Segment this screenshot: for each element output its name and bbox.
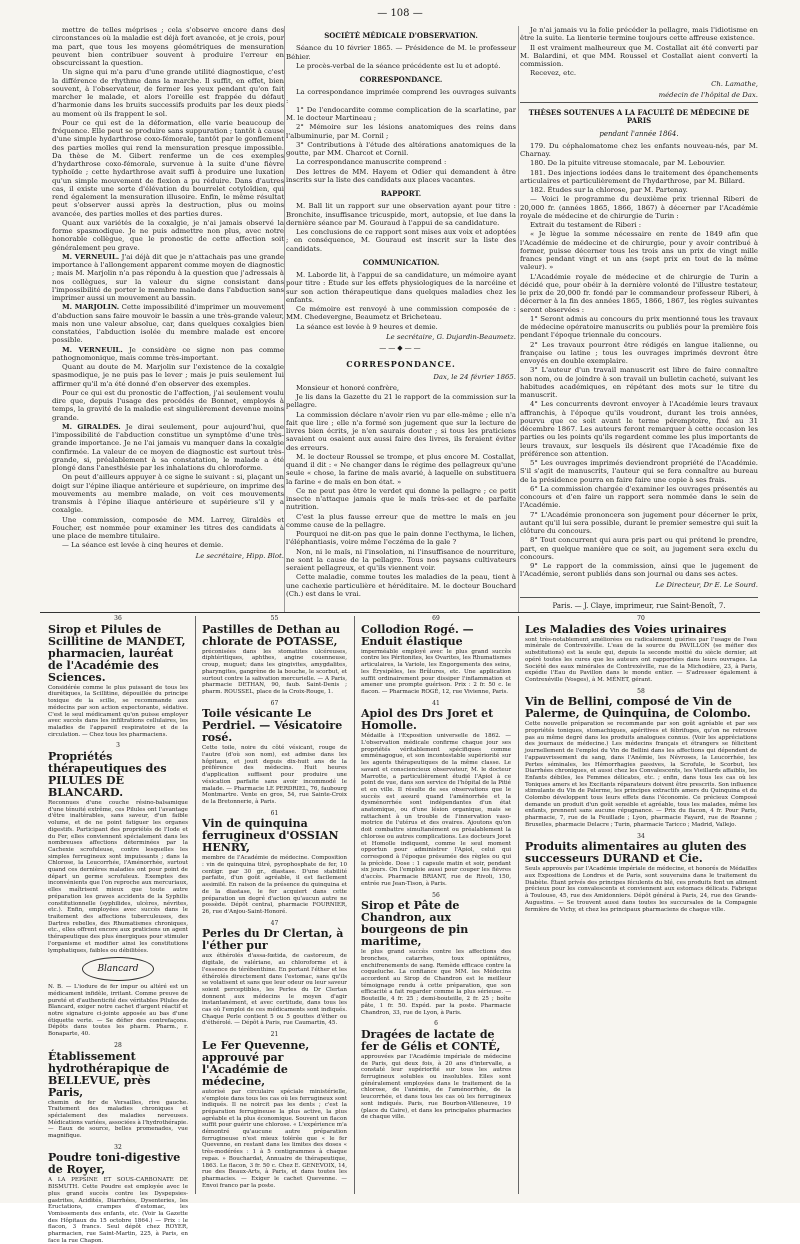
advertisement (361, 616, 511, 696)
paragraph: Quant au doute de M. Marjolin sur l'existence de la coxalgie spasmodique, je ne puis pas le lever ; mais je puis seulement lui affirmer qu'il m'a été donné d'en observer des exemples. (52, 363, 284, 388)
speaker-text: Cette impossibilité d'imprimer un mouvement d'abduction sans faire mouvoir le bassin a une très-grande valeur, mais non une valeur absolue, car, dans quelques coxalgies bien constatées, l'abduction isolée du membre malade est encore possible. (52, 303, 284, 345)
advertisement (525, 834, 757, 914)
ad-title: Pastilles de Dethan au chlorate de POTASSE, (202, 622, 341, 648)
ad-number: 28 (114, 1041, 122, 1049)
thesis-item: 182. Études sur la chlorose, par M. Partenay. (530, 186, 688, 194)
paragraph (52, 253, 284, 303)
column-middle (286, 26, 516, 626)
advertisement (202, 616, 347, 696)
director-signature: Le Directeur, Dr E. Le Sourd. (655, 580, 758, 589)
paragraph: Des lettres de MM. Hayem et Odier qui demandent à être inscrits sur la liste des candidats aux places vacantes. (286, 167, 516, 184)
paragraph: 7° L'Académie prononcera son jugement pour décerner le prix, autant qu'il lui sera possible, durant le premier semestre qui suit la clôture du concours. (520, 510, 758, 535)
page-number: — 108 — (377, 8, 423, 19)
section-heading: THÈSES SOUTENUES A LA FACULTÉ DE MÉDECINE DE PARIS (528, 108, 750, 126)
signature-name: Ch. Lamathe, (711, 79, 758, 88)
advertisement (525, 616, 757, 684)
advertisement (202, 1032, 347, 1189)
paragraph: « Je lègue la somme nécessaire en rente de 1849 afin que l'Académie de médecine et de chirurgie, pour y avoir contribué à former, puisse décerner tous les trois ans un prix de vingt mille francs pendant vingt et un ans (sept prix en tout de la même valeur). » (520, 230, 758, 272)
paragraph: Non, ni le maïs, ni l'insolation, ni l'insuffisance de nourriture, ne sont la cause de la pellagre. Tous nos paysans cultivateurs seraient pellagreux, et qu'ils viennent voir. (286, 547, 516, 572)
ad-number: 36 (114, 615, 122, 622)
advertisement (361, 1021, 511, 1121)
ad-note: N. B. — L'iodure de fer impur ou altéré est un médicament infidèle, irritant. Comme preuve de pureté et d'authenticité des véritables Pilules de Blancard, exiger notre cachet d'argent réactif et notre signature ci-jointe apposée au bas d'une étiquette verte. — Se défier des contrefaçons. Dépôts dans toutes les pharm. Pharm., r. Bonaparte, 40. (48, 984, 188, 1038)
ad-title: Propriétés thérapeutiques des PILULES DE BLANCARD. (48, 750, 167, 800)
ad-body: Seuls approuvés par l'Académie impériale de médecine, et honorés de Médailles aux Expositions de Londres et de Paris, sont souverains dans le traitement du Diabète. Étant privés des principes féculents du blé, ces produits font un aliment précieux pour les convalescents et conviennent aux estomacs délicats. Fabrique à Toulouse, 45, rue des Amidonniers. Dépôt général à Paris, 24, rue des Grands-Augustins. — Se trouvent aussi dans toutes les succursales de la Compagnie fermière de Vichy, et chez les principaux pharmaciens de chaque ville. (525, 866, 757, 913)
salutation: Monsieur et honoré confrère, (296, 383, 400, 392)
speaker-text: Je considère ce signe non pas comme pathognomonique, mais comme très-important. (52, 345, 284, 362)
advertisement (202, 701, 347, 806)
paragraph: Je lis dans la Gazette du 21 le rapport de la commission sur la pellagre. (286, 393, 516, 410)
speaker-name: M. MARJOLIN. (62, 303, 120, 312)
advertisement (361, 893, 511, 1017)
signature-line: Le secrétaire, Hipp. Blot. (195, 551, 284, 560)
ad-title: Poudre toni-digestive de Royer, (48, 1151, 181, 1177)
paragraph: C'est la plus fausse erreur que de mettre le maïs en jeu comme cause de la pellagre. (286, 512, 516, 529)
paragraph: Un signe qui m'a paru d'une grande utilité diagnostique, c'est la différence de rhythme dans la marche. Il suffit, en effet, bien souvent, à l'observateur, de fermer les yeux pendant qu'on fait marcher le malade, et alors l'oreille est frappée du défaut d'harmonie dans les bruits successifs produits par les deux pieds au moment où ils frappent le sol. (52, 68, 284, 118)
paragraph: La séance est levée à 9 heures et demie. (296, 322, 438, 331)
paragraph: 3° Contributions à l'étude des altérations anatomiques de la goutte, par MM. Charcot et Cornil. (286, 140, 516, 157)
ad-title: Dragées de lactate de fer de Gélis et CONTÉ, (361, 1027, 501, 1053)
ad-body: membre de l'Académie de médecine. Composition : vin de quinquina titré, pyrophosphate de fer, 10 centigr. par 30 gr., diastase. D'une stabilité parfaite, d'un goût agréable, il est facilement assimilé. En raison de la présence du quinquina et de la diastase, le fer acquiert dans cette préparation un degré d'action qu'aucun autre ne possède. Dépôt central, pharmacie FOURNIER, 26, rue d'Anjou-Saint-Honoré. (202, 855, 347, 915)
ad-column-1 (48, 615, 188, 1244)
paragraph: 4° Les concurrents devront envoyer à l'Académie leurs travaux affranchis, à l'époque qu'ils voudront, durant les trois années, pourvu que ce soit avant le terme péremptoire, fixé au 31 décembre 1867. Les auteurs feront remarquer à cette occasion les parties ou les points qu'ils regardent comme les plus importants de leurs travaux, sur lesquels ils désirent que l'Académie fixe de préférence son attention. (520, 400, 758, 458)
advertisement (202, 921, 347, 1027)
paragraph: 8° Tout concurrent qui aura pris part ou qui prétend le prendre, part, en quelque manière que ce soit, au jugement sera exclu du concours. (520, 536, 758, 561)
paragraph: Ce mémoire est renvoyé à une commission composée de : MM. Chedevergne, Beaumetz et Bricheteau. (286, 305, 516, 322)
ad-title: Les Maladies des Voies urinaires (525, 622, 727, 636)
paragraph: M. Ball lit un rapport sur une observation ayant pour titre : Bronchite, insuffisance tricuspide, mort, autopsie, et lue dans la dernière séance par M. Gouraud à l'appui de sa candidature. (286, 202, 516, 227)
rule (520, 102, 758, 103)
advertisement (48, 616, 188, 738)
section-heading: SOCIÉTÉ MÉDICALE D'OBSERVATION. (324, 31, 478, 40)
ad-column-3 (361, 616, 511, 1194)
ad-title: Vin de quinquina ferrugineux d'OSSIAN HENRY, (202, 817, 339, 855)
paragraph: La correspondance manuscrite comprend : (296, 158, 447, 167)
paragraph: Je n'ai jamais vu la folie précéder la pellagre, mais l'idiotisme en être la suite. La lienterie termine toujours cette affreuse existence. (520, 26, 758, 43)
advertisement (361, 701, 511, 888)
ad-number: 21 (270, 1031, 279, 1039)
paragraph: Séance du 10 février 1865. — Présidence de M. le professeur Béhier. (286, 44, 516, 61)
paragraph: Pour ce qui est du pronostic de l'affection, j'ai seulement voulu dire que, depuis l'usage des procédés de Bonnet, employés à temps, la gravité de la maladie est singulièrement devenue moins grande. (52, 388, 284, 422)
rule (520, 597, 758, 598)
ad-number: 56 (432, 891, 440, 899)
speaker-name: M. GIRALDÈS. (62, 422, 121, 431)
paragraph: La correspondance imprimée comprend les ouvrages suivants : (286, 88, 516, 105)
ad-body: le plus grand succès contre les affections des bronches, catarrhes, toux opiniâtres, enchifrenements de sang. Remède efficace contre la coqueluche. La confiance que MM. les Médecins accordent au Sirop de Chandron est le meilleur témoignage rendu à cette préparation, que son efficacité a fait regarder comme la plus sérieuse. — Bouteille, 4 fr. 25 ; demi-bouteille, 2 fr. 25 ; boîte pâte, 1 fr. 50. Expéd. par la poste. Pharmacie Chandron, 33, rue de Lyon, à Paris. (361, 949, 511, 1016)
paragraph (52, 346, 284, 363)
paragraph: — La séance est levée à cinq heures et demie. (62, 541, 224, 550)
ad-body: préconisées dans les stomatites ulcéreuses, diphtéritiques, aphthes, angine couenneuse, croup, muguet; dans les gingivites, amygdalites, pharyngites, gangrène de la bouche, le scorbut, et surtout contre la salivation mercurielle. — A Paris, pharmacie DETHAN, 90, faub. Saint-Denis ; pharm. ROUSSEL, place de la Croix-Rouge, 1. (202, 648, 347, 695)
speaker-text: J'ai déjà dit que je n'attachais pas une grande importance à l'allongement apparent comme moyen de diagnostic ; mais M. Marjolin n'a pas répondu à la question que j'adressais à nos collègues, sur la valeur du signe consistant dans l'impossibilité de porter le membre malade dans l'abduction sans imprimer aussi un mouvement au bassin. (52, 252, 284, 302)
column-left (52, 26, 284, 626)
ad-body: approuvées par l'Académie impériale de médecine de Paris, qui deux fois, à 20 ans d'intervalle, a constaté leur supériorité sur tous les autres ferrugineux solubles ou insolubles. Elles sont généralement employées dans le traitement de la chlorose, de l'anémie, de l'aménorrhée, de la leucorrhée, et dans tous les cas où les ferrugineux sont indiqués. Paris, rue Bourbon-Villeneuve, 19 (place du Caire), et dans les principales pharmacies de chaque ville. (361, 1053, 511, 1121)
paragraph: 1° Seront admis au concours du prix mentionné tous les travaux de médecine opératoire manuscrits ou publiés pour la première fois pendant l'époque triennale du concours. (520, 314, 759, 340)
ad-title: Apiol des Drs Joret et Homolle. (361, 707, 494, 733)
ad-number: 69 (432, 615, 440, 622)
speaker-text: Je dirai seulement, pour aujourd'hui, que l'impossibilité de l'abduction constitue un symptôme d'une très-grande importance. Je ne l'ai jamais vu manquer dans la coxalgie confirmée. La valeur de ce moyen de diagnostic est surtout très-grande, si, préalablement à sa constatation, le malade a été plongé dans l'anesthésie par les inhalations du chloroforme. (52, 422, 284, 472)
signature-title: médecin de l'hôpital de Dax. (658, 90, 758, 99)
ad-title: Le Fer Quevenne, approuvé par l'Académie de médecine, (202, 1038, 310, 1088)
subheading: pendant l'année 1864. (599, 129, 679, 138)
ad-title: Perles du Dr Clertan, à l'éther pur (202, 927, 344, 953)
paragraph: — Voici le programme du deuxième prix triennal Riberi de 20,000 fr. (années 1865, 1866, 1867) à décerner par l'Académie royale de médecine et de chirurgie de Turin : (520, 195, 758, 220)
paragraph: Extrait du testament de Riberi : (530, 221, 642, 229)
ad-number: 55 (270, 615, 279, 622)
paragraph: L'Académie royale de médecine et de chirurgie de Turin a décidé que, pour obéir à la dernière volonté de l'illustre testateur, le prix de 20,000 fr. fondé par le commandeur professeur Riberi, à décerner à la fin des années 1865, 1866, 1867, les règles suivantes seront observées : (520, 272, 758, 314)
column-divider (195, 616, 196, 1194)
ad-body: Cette nouvelle préparation se recommande par son goût agréable et par ses propriétés toniques, stomachiques, apéritives et fébrifuges, qu'on ne retrouve pas au même degré dans les produits analogues connus. (Voir les appréciations des journaux de médecine.) Les médecins français et étrangers se félicitent journellement de l'emploi du Vin de Bellini dans les affections qui dépendent de l'appauvrissement du sang, dans l'Anémie, les Névroses, la Leucorrhée, les Pertes séminales, les Hémorrhagies passives, la Scrofule, le Scorbut, les Diarrhées chroniques, et aussi chez les Convalescents, les Vieillards affaiblis, les Enfants débiles, les Femmes délicates, etc. ; enfin, dans tous les cas où les Toniques amers et les Excitants réparateurs doivent être prescrits. Son influence stimulante du Vin de Palerme, les principes extractifs amers du Quinquina et du Colombo développent tous leurs effets dans l'économie. Ce précieux Composé demande un produit d'un goût sensible et agréable, tous les malades, même les enfants, prennent sans aucune répugnance. — Prix du flacon, 4 fr. Pour Paris, pharmacie, 7, rue de la Feuillade ; Lyon, pharmacie Fayard, rue de Roanne ; Bruxelles, pharmacie Delacre ; Turin, pharmacie Taricco ; Madrid, Vallejo. (525, 721, 757, 828)
ad-number: 58 (637, 687, 645, 695)
paragraph: M. Laborde lit, à l'appui de sa candidature, un mémoire ayant pour titre : Étude sur les effets physiologiques de la narcéine et sur son action thérapeutique dans quelques maladies chez les enfants. (286, 271, 516, 304)
subheading: COMMUNICATION. (362, 257, 440, 267)
paragraph: Le procès-verbal de la séance précédente est lu et adopté. (296, 61, 501, 70)
ad-number: 61 (270, 809, 279, 817)
column-divider (354, 616, 355, 1194)
ornament-divider: ——◆—— (379, 344, 423, 352)
advertisements (40, 615, 760, 1244)
ad-body: Reconnues d'une couche résino-balsamique d'une ténuité extrême, ces Pilules ont l'avantage d'être inaltérables, sans saveur, d'un faible volume, et de ne point fatiguer les organes digestifs. Participant des propriétés de l'Iode et du Fer, elles conviennent spécialement dans les nombreuses affections déterminées par la Cachexie scrofuleuse, contre lesquelles les simples ferrugineux sont impuissants ; dans la Chlorose, la Leucorrhée, l'Aménorrhée, surtout quand ces dernières maladies ont pour point de départ un germe scrofuleux. Exemptes des inconvénients que l'on reproche aux mercuriaux, elles maîtrisent mieux que toute autre préparation les graves accidents de la Syphilis constitutionnelle (syphilides, ulcères, névrites, etc.). Enfin, employées avec succès dans le traitement des affections tuberculeuses, des Dartres rebelles, des Rhumatismes chroniques, etc., elles offrent encore aux praticiens un agent thérapeutique des plus énergiques pour stimuler l'organisme et modifier ainsi les constitutions lymphatiques, faibles ou débilitées. (48, 800, 188, 954)
paragraph: Pourquoi ne dit-on pas que le pain donne l'ecthyma, le lichen, l'éléphantiasis, voire même l'eczéma de la gale ? (286, 530, 516, 547)
ad-number: 41 (432, 699, 440, 707)
ad-number: 6 (434, 1020, 438, 1028)
column-divider (284, 26, 285, 612)
ad-title: Sirop et Pilules de Scillitine de MANDET, pharmacien, lauréat de l'Académie des Sciences. (48, 622, 186, 684)
ad-body: autorisé par circulaire spéciale ministérielle, s'emploie dans tous les cas où les ferrugineux sont indiqués. Il ne noircit pas les dents ; c'est la préparation ferrugineuse la plus active, la plus agréable et la plus économique. Souvent un flacon suffit pour guérir une chlorose. « L'expérience m'a démontré qu'aucune autre préparation ferrugineuse n'est mieux tolérée que « le fer Quevenne, en restant dans les limites des doses « très-modérées : 1 à 5 centigrammes à chaque repas. » Bouchardat, Annuaire de thérapeutique, 1863. Le flacon, 3 fr. 50 c. Chez E. GENEVOIX, 14, rue des Beaux-Arts, à Paris, et dans toutes les pharmacies. — Exiger le cachet Quevenne. — Envoi franco par la poste. (202, 1088, 347, 1189)
column-right (520, 26, 758, 594)
ad-body: sont très-notablement améliorées ou radicalement guéries par l'usage de l'eau minérale de Contrexéville. L'eau de la source du PAVILLON (se méfier des substitutions) est la seule qui, depuis la seconde moitié du siècle dernier, ait opéré toutes les cures que les auteurs ont rapportées dans leurs ouvrages. La Société des eaux minérales de Contrexéville, rue de la Michodière, 23, à Paris, expédie l'Eau du Pavillon dans le monde entier. — S'adresser également à Contrexéville (Vosges), à M. MÉNET, gérant. (525, 636, 757, 683)
ad-number: 67 (270, 699, 279, 707)
advertisement (48, 1043, 188, 1140)
advertisement (525, 689, 757, 829)
ad-number: 47 (270, 919, 279, 927)
ad-body: Cette toile, noire du côté vésicant, rouge de l'autre (d'où son nom), est admise dans les hôpitaux, et jouit depuis dix-huit ans de la préférence des médecins. Huit heures d'application suffisent pour produire une vésication parfaite sans avoir incommodé le malade. — Pharmacie LE PERDRIEL, 76, faubourg Montmartre. Vente en gros, 54, rue Sainte-Croix de la Bretonnerie, à Paris. (202, 745, 347, 805)
subheading: RAPPORT. (380, 189, 422, 198)
paragraph: 2° Les travaux pourront être rédigés en langue italienne, ou française ou latine ; tous les ouvrages imprimés devront être envoyés en double exemplaire. (520, 340, 758, 365)
paragraph: Une commission, composée de MM. Larrey, Giraldès et Foucher, est nommée pour examiner les titres des candidats à une place de membre titulaire. (52, 515, 284, 540)
ad-body: chemin de fer de Versailles, rive gauche. Traitement des maladies chroniques et spécialement des maladies nerveuses. Médications variées, associées à l'hydrothérapie. — Eaux de source, belles promenades, vue magnifique. (48, 1099, 188, 1140)
paragraph: La commission déclare n'avoir rien vu par elle-même ; elle n'a fait que lire ; elle n'a formé son jugement que sur la lecture de livres bien écrits, je n'en saurais douter ; si tous les praticiens savaient ou osaient aux aussi faire des livres, ils feraient éviter des erreurs. (286, 410, 516, 452)
signature-line: Le secrétaire, G. Dujardin-Beaumetz. (386, 332, 516, 341)
thesis-item: 179. Du céphalomatome chez les enfants nouveau-nés, par M. Charnay. (520, 141, 758, 158)
ad-number: 34 (637, 832, 645, 840)
ad-column-2 (202, 616, 347, 1194)
ad-body: imperméable employé avec le plus grand succès contre les Péritonites, les Ovarites, les Rhumatismes articulaires, la Variole, les Engorgements des seins, les Érysipèles, les Brûlures, etc. Une application suffit ordinairement pour dissiper l'inflammation et amener une prompte guérison. Prix : 2 fr. 50 c. le flacon. — Pharmacie ROGÉ, 12, rue Vivienne, Paris. (361, 648, 511, 695)
paragraph: M. le docteur Roussel se trompe, et plus encore M. Costallat, quand il dit : « Ne changer dans le régime des pellagreux qu'une seule « chose, la farine de maïs avarié, à laquelle on substituera la farine « de maïs en bon état. » (286, 452, 516, 486)
paragraph: Les conclusions de ce rapport sont mises aux voix et adoptées ; en conséquence, M. Gouraud est inscrit sur la liste des candidats. (286, 228, 516, 253)
column-divider (518, 26, 519, 612)
paragraph: Cette maladie, comme toutes les maladies de la peau, tient à une cachexie particulière et héréditaire. M. le docteur Bouchard (Ch.) est dans le vrai. (286, 573, 516, 598)
signature-seal: Blancard (82, 957, 154, 981)
advertisement (48, 1145, 188, 1244)
dateline: Dax, le 24 février 1865. (433, 372, 516, 381)
ad-title: Produits alimentaires au gluten des successeurs DURAND et Cie. (525, 840, 747, 866)
ad-title: Toile vésicante Le Perdriel. — Vésicatoire rosé. (202, 707, 343, 745)
paragraph (52, 423, 284, 473)
column-divider (518, 616, 519, 1194)
ad-number: 3 (116, 742, 120, 750)
paragraph: 9° Le rapport de la commission, ainsi que le jugement de l'Académie, seront publiés dans son journal ou dans ses actes. (520, 562, 758, 579)
paragraph: 3° L'auteur d'un travail manuscrit est libre de faire connaître son nom, ou de joindre à son travail un bulletin cacheté, suivant les habitudes académiques, en répétant des mots sur le titre du manuscrit. (520, 366, 758, 399)
paragraph: Quant aux variétés de la coxalgie, je n'ai jamais observé la forme spasmodique. Je ne puis admettre non plus, avec notre honorable collègue, que le pronostic de cette affection soit généralement peu grave. (52, 218, 284, 252)
paragraph: On peut d'ailleurs appuyer à ce signe le suivant : si, plaçant un doigt sur l'épine iliaque antérieure et supérieure, on imprime des mouvements au membre malade, on voit ces mouvements transmis à l'épine iliaque antérieure et supérieure s'il y a coxalgie. (52, 473, 284, 515)
printer-line: Paris. — J. Claye, imprimeur, rue Saint-Benoît, 7. (552, 602, 726, 610)
ad-number: 70 (637, 615, 645, 622)
paragraph: Pour ce qui est de la déformation, elle varie beaucoup de fréquence. Elle peut se produire sans suppuration ; tantôt à cause d'une simple hydarthrose coxo-fémorale, tantôt par le gonflement des parties molles qui rend la mensuration presque impossible. Da thèse de M. Gibert renferme un de ces exemples d'hydarthrose coxo-fémorale, survenue à la suite d'une fièvre typhoïde ; cette hydarthrose avait suffi à produire une luxation qu'un simple mouvement de flexion a pu réduire. Dans d'autres cas, il existe une sorte d'élévation du bourrelet cotyloïdien, qui rend également la mensuration illusoire. Enfin, le même résultat peut s'observer aussi après la destruction, plus ou moins avancée, des parties molles et des parties dures. (52, 118, 284, 218)
ad-title: Vin de Bellini, composé de Vin de Palerme, de Quinquina, de Colombo. (525, 695, 751, 721)
paragraph (52, 303, 284, 344)
ad-body: Considérée comme le plus puissant de tous les diurétiques, la Scillitine, dépouillée du principe toxique de la scille, se recommande aux médecins par son action expectorante, sédative. C'est le seul médicament qu'on puisse employer avec succès dans les infiltrations cellulaires, les maladies de l'appareil respiratoire et de la circulation. — Chez tous les pharmaciens. (48, 684, 188, 738)
ad-body: Médaille à l'Exposition universelle de 1862. — L'observation médicale confirme chaque jour ses propriétés véritablement spécifiques comme emménagogue, et son incontestable supériorité sur les agents thérapeutiques de la même classe. Le savant et consciencieux observateur, M. le docteur Marrotte, a particulièrement étudié l'Apiol à ce point de vue, dans son service de l'hôpital de la Pitié et en ville. Il résulte de ses observations que le succès est assuré quand l'aménorrhée et la dysménorrhée sont indépendantes d'un état anatomique, ou d'une lésion organique, mais se rattachent à un trouble de l'innervation vaso-motrice de l'utérus et des ovaires. Ajoutons qu'on doit combattre simultanément ou préalablement la chlorose ou autres complications. Les docteurs Joret et Homolle indiquent, comme le seul moment opportun pour administrer l'Apiol, celui qui correspond à l'époque présumée des règles ou qui la précède. Dose : 1 capsule matin et soir, pendant six jours. On l'emploie aussi pour couper les fièvres d'accès. Pharmacie BRIANT, rue de Rivoli, 150, entrée rue Jean-Tison, à Paris. (361, 733, 511, 887)
advertisement (48, 743, 188, 1038)
speaker-name: M. VERNEUIL. (62, 252, 120, 261)
ad-number: 32 (114, 1143, 122, 1151)
subheading: CORRESPONDANCE. (359, 75, 443, 84)
ad-title: Sirop et Pâte de Chandron, aux bourgeons de pin maritime, (361, 899, 469, 949)
paragraph: 6° La commission chargée d'examiner les ouvrages présentés au concours et d'en faire un rapport sera nommée dans le sein de l'Académie. (520, 484, 758, 510)
ad-column-4 (525, 616, 757, 1194)
ad-body: aux éthérolés d'assa-fœtida, de castoreum, de digitale, de valériane, au chloroforme et à l'essence de térébenthine. En portant l'éther et les éthérolés directement dans l'estomac, sans qu'ils se volatisent et sans que leur odeur ou leur saveur soient perceptibles, les Perles du Dr Clertan donnent aux médecins le moyen d'agir instantanément, et avec certitude, dans tous les cas où l'emploi de ces médicaments sont indiqués. Chaque Perle contient 5 ou 5 gouttes d'éther ou d'éthérolé. — Dépôt à Paris, rue Caumartin, 45. (202, 953, 347, 1027)
paragraph: Recevez, etc. (530, 69, 577, 78)
section-heading: CORRESPONDANCE. (346, 359, 456, 370)
ad-title: Établissement hydrothérapique de BELLEVUE, près Paris, (48, 1049, 170, 1099)
paragraph: 2° Mémoire sur les lésions anatomiques des reins dans l'albuminurie, par M. Cornil ; (286, 123, 516, 140)
thesis-item: 181. Des injections iodées dans le traitement des épanchements articulaires et particulièrement de l'hydarthrose, par M. Billard. (520, 168, 758, 185)
speaker-name: M. VERNEUIL. (62, 345, 123, 354)
ad-body: A LA PEPSINE ET SOUS-CARBONATE DE BISMUTH. Cette Poudre est employée avec le plus grand succès contre les Dyspepsies-gastrites, Acidités, Diarrhées, Dysenteries, les Eructations, crampes d'estomac, les Vomissements des enfants, etc. (Voir la Gazette des Hôpitaux du 15 octobre 1864.) — Prix : le flacon, 3 francs. Seul dépôt chez ROYER, pharmacien, rue Saint-Martin, 225, à Paris, en face la rue Chapon. (48, 1177, 188, 1244)
paragraph: 5° Les ouvrages imprimés deviendront propriété de l'Académie. S'il s'agit de manuscrits, l'auteur qui se fera connaître au bureau de la présidence pourra en faire faire une copie à ses frais. (520, 459, 758, 484)
advertisement (202, 811, 347, 916)
ad-title: Collodion Rogé. — Enduit élastique (361, 622, 474, 648)
paragraph: 1° De l'endocardite comme complication de la scarlatine, par M. le docteur Martineau ; (286, 105, 516, 122)
paragraph: Ce ne peut pas être le verdet qui donne la pellagre ; ce petit insecte n'attaque jamais que le maïs très-sec et de parfaite nutrition. (286, 486, 516, 512)
paragraph: mettre de telles méprises ; cela s'observe encore dans des circonstances où la maladie est déjà fort avancée, et je crois, pour ma part, que tous les moyens géométriques de mensuration peuvent bien contribuer souvent à produire l'erreur en obscurcissant la question. (52, 26, 284, 67)
ads-separator (40, 612, 760, 613)
thesis-item: 180. De la pituite vitreuse stomacale, par M. Lebouvier. (530, 159, 726, 168)
paragraph: Il est vraiment malheureux que M. Costallat ait été converti par M. Balardini, et que MM. Roussel et Costallat aient converti la commission. (520, 43, 758, 68)
